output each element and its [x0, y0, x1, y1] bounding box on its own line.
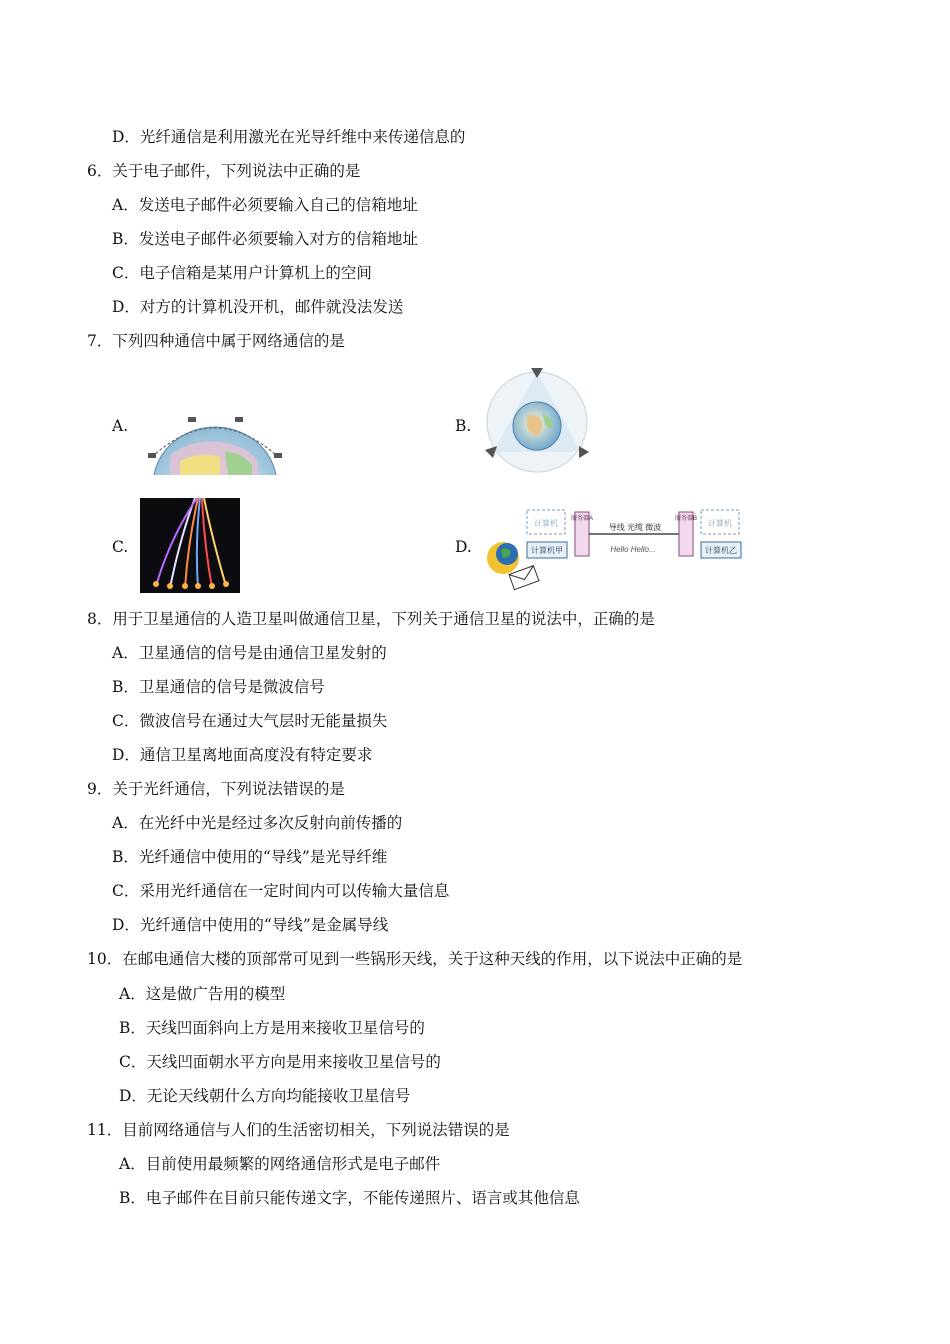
- q7-option-d-label: D.: [455, 538, 472, 556]
- diagram-computer-a: 计算机甲: [531, 546, 563, 555]
- q9-option-a: A．在光纤中光是经过多次反射向前传播的: [112, 814, 403, 832]
- q11-stem: 11．目前网络通信与人们的生活密切相关，下列说法错误的是: [87, 1121, 510, 1139]
- q7-stem: 7．下列四种通信中属于网络通信的是: [87, 332, 345, 350]
- q7-option-a-label: A.: [112, 417, 129, 435]
- q8-option-d: D．通信卫星离地面高度没有特定要求: [112, 746, 373, 764]
- q6-option-d: D．对方的计算机没开机，邮件就没法发送: [112, 298, 404, 316]
- q10-option-b: B．天线凹面斜向上方是用来接收卫星信号的: [119, 1019, 425, 1037]
- q6-stem: 6．关于电子邮件，下列说法中正确的是: [87, 162, 361, 180]
- q7-option-d-image: [483, 506, 745, 594]
- q9-option-c: C．采用光纤通信在一定时间内可以传输大量信息: [112, 882, 450, 900]
- q10-stem: 10．在邮电通信大楼的顶部常可见到一些锅形天线，关于这种天线的作用，以下说法中正确的是: [87, 950, 743, 968]
- q9-stem: 9．关于光纤通信，下列说法错误的是: [87, 780, 345, 798]
- q7-option-c-image: [140, 498, 240, 593]
- diagram-server-b: 服务器B: [674, 516, 698, 522]
- q9-option-d: D．光纤通信中使用的“导线”是金属导线: [112, 916, 389, 934]
- q6-option-b: B．发送电子邮件必须要输入对方的信箱地址: [112, 230, 418, 248]
- q8-option-a: A．卫星通信的信号是由通信卫星发射的: [112, 644, 387, 662]
- diagram-hello: Hello Hello...: [610, 545, 656, 554]
- q11-option-a: A．目前使用最频繁的网络通信形式是电子邮件: [119, 1155, 441, 1173]
- q8-option-b: B．卫星通信的信号是微波信号: [112, 678, 325, 696]
- q7-option-c-label: C.: [112, 538, 129, 556]
- q9-option-b: B．光纤通信中使用的“导线”是光导纤维: [112, 848, 388, 866]
- diagram-computer-b: 计算机乙: [705, 546, 737, 555]
- q5-option-d: D．光纤通信是利用激光在光导纤维中来传递信息的: [112, 128, 466, 146]
- q8-option-c: C．微波信号在通过大气层时无能量损失: [112, 712, 388, 730]
- diagram-computer-top-left: 计算机: [534, 519, 558, 528]
- q8-stem: 8．用于卫星通信的人造卫星叫做通信卫星，下列关于通信卫星的说法中，正确的是: [87, 610, 655, 628]
- q7-option-b-image: [483, 364, 591, 476]
- q10-option-a: A．这是做广告用的模型: [119, 985, 286, 1003]
- q6-option-a: A．发送电子邮件必须要输入自己的信箱地址: [112, 196, 418, 214]
- diagram-server-a: 服务器A: [570, 516, 594, 522]
- q7-option-b-label: B.: [455, 417, 472, 435]
- q10-option-d: D．无论天线朝什么方向均能接收卫星信号: [119, 1087, 411, 1105]
- diagram-computer-top-right: 计算机: [708, 519, 732, 528]
- q10-option-c: C．天线凹面朝水平方向是用来接收卫星信号的: [119, 1053, 441, 1071]
- diagram-link-labels: 导线 光缆 微波: [608, 523, 662, 532]
- q6-option-c: C．电子信箱是某用户计算机上的空间: [112, 264, 372, 282]
- q11-option-b: B．电子邮件在目前只能传递文字，不能传递照片、语言或其他信息: [119, 1189, 580, 1207]
- q7-option-a-image: [140, 407, 290, 475]
